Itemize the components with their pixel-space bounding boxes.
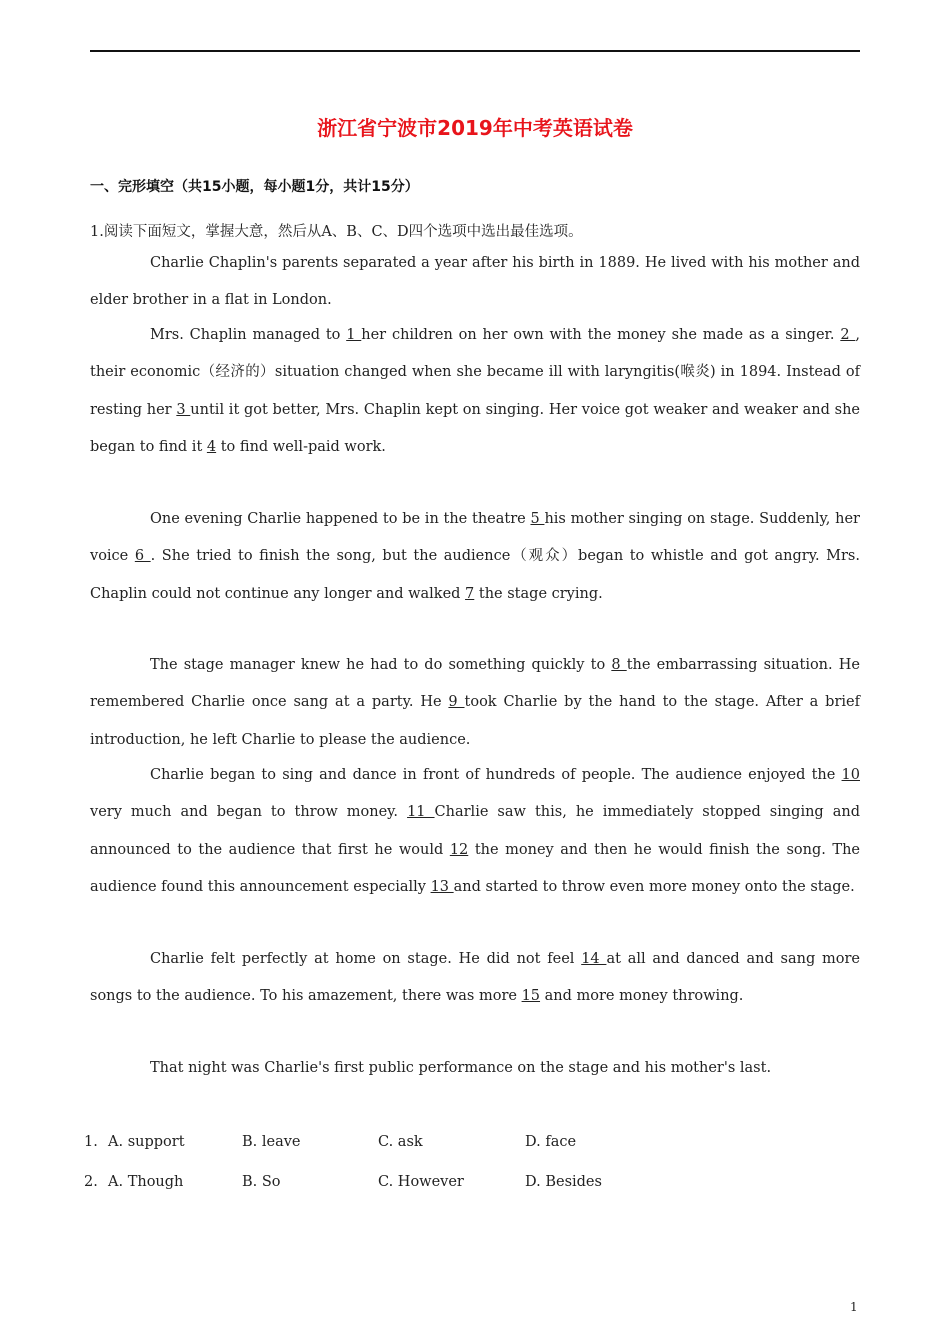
- paragraph-7: That night was Charlie's first public performance on the stage and his mother's last.: [150, 1060, 772, 1076]
- blank-8: 8: [611, 657, 627, 673]
- option-row-2: [84, 1174, 684, 1198]
- blank-13: 13: [430, 878, 454, 895]
- section-heading: 一、完形填空（共15小题，每小题1分，共计15分）: [90, 179, 419, 195]
- blank-10: 10: [841, 767, 860, 783]
- blank-4: 4: [206, 438, 217, 455]
- header-rule: [90, 50, 860, 52]
- blank-7: 7: [465, 585, 475, 602]
- option-b: B. So: [242, 1174, 281, 1190]
- option-d: D. Besides: [525, 1174, 602, 1190]
- blank-2: 2: [840, 327, 856, 343]
- instruction: 1.阅读下面短文，掌握大意，然后从A、B、C、D四个选项中选出最佳选项。: [90, 224, 583, 240]
- paragraph-2: Mrs. Chaplin managed to 1 her children on her own with the money she made as a singer. 2 , their economic（经济的）situation changed when she became ill with laryngitis(喉炎) in 1894. Instead of resting her 3 until it got better, Mrs. Chaplin kept on singing. Her voice got weaker and weaker and she began to find it 4 to find well-paid work.: [90, 327, 860, 455]
- option-c: C. ask: [378, 1134, 423, 1150]
- page-number: 1: [850, 1300, 858, 1314]
- paragraph-4: The stage manager knew he had to do something quickly to 8 the embarrassing situation. He remembered Charlie once sang at a party. He 9 took Charlie by the hand to the stage. After a brief introduction, he left Charlie to please the audience.: [90, 657, 860, 748]
- blank-15: 15: [521, 988, 541, 1005]
- blank-5: 5: [530, 511, 545, 527]
- blank-14: 14: [581, 951, 607, 967]
- blank-9: 9: [448, 694, 465, 711]
- paragraph-3: One evening Charlie happened to be in the theatre 5 his mother singing on stage. Suddenly, her voice 6 . She tried to finish the song, but the audience（观众）began to whistle and got angry. Mrs. Chaplin could not continue any longer and walked 7 the stage crying.: [90, 511, 860, 602]
- option-number: 1.: [84, 1134, 98, 1150]
- blank-6: 6: [134, 548, 151, 565]
- option-a: A. support: [108, 1134, 185, 1150]
- paragraph-1: Charlie Chaplin's parents separated a year after his birth in 1889. He lived with his mother and elder brother in a flat in London.: [90, 255, 860, 309]
- option-a: A. Though: [108, 1174, 184, 1190]
- blank-1: 1: [346, 327, 362, 343]
- option-b: B. leave: [242, 1134, 301, 1150]
- paragraph-6: Charlie felt perfectly at home on stage. He did not feel 14 at all and danced and sang more songs to the audience. To his amazement, there was more 15 and more money throwing.: [90, 951, 860, 1005]
- blank-12: 12: [449, 841, 469, 858]
- option-c: C. However: [378, 1174, 464, 1190]
- blank-11: 11: [407, 804, 435, 821]
- paragraph-5: Charlie began to sing and dance in front of hundreds of people. The audience enjoyed the 10 very much and began to throw money. 11 Charlie saw this, he immediately stopped singing and announced to the audience that first he would 12 the money and then he would finish the song. The audience found this announcement especially 13 and started to throw even more money onto the stage.: [90, 767, 861, 895]
- option-row-1: [84, 1134, 684, 1158]
- page-title: 浙江省宁波市2019年中考英语试卷: [317, 116, 633, 140]
- option-number: 2.: [84, 1174, 98, 1190]
- blank-3: 3: [176, 401, 191, 418]
- option-d: D. face: [525, 1134, 577, 1150]
